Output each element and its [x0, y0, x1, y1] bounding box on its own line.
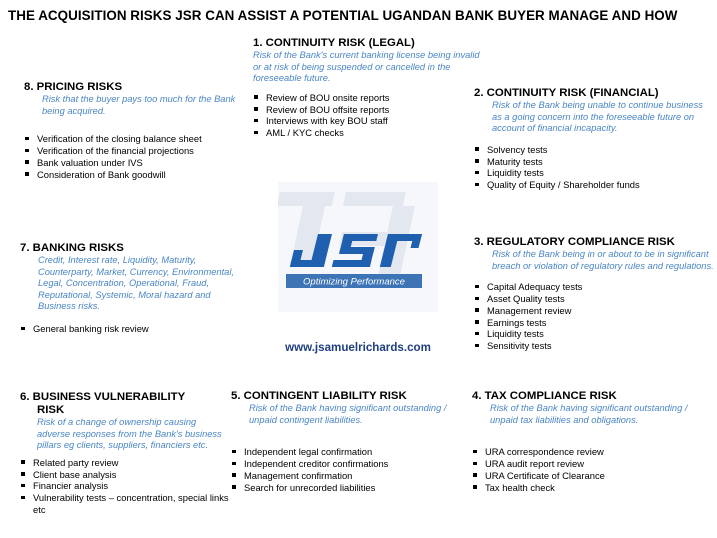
risk-heading: 4. TAX COMPLIANCE RISK: [472, 390, 617, 402]
list-item: URA correspondence review: [472, 446, 714, 458]
bullet-square-icon: [21, 472, 25, 476]
mitigation-list: [24, 133, 246, 180]
mitigation-list: [253, 92, 485, 139]
list-item: Liquidity tests: [474, 167, 714, 179]
list-item: Capital Adequacy tests: [474, 281, 714, 293]
list-item: Management confirmation: [231, 470, 469, 482]
bullet-square-icon: [232, 473, 236, 477]
risk-description: Risk of the Bank being unable to continue business as a going concern into the foreseeable future on account of financial incapacity.: [492, 100, 703, 134]
bullet-square-icon: [475, 297, 479, 301]
risk-continuity-financial: [474, 87, 714, 191]
bullet-square-icon: [475, 332, 479, 336]
list-item: Review of BOU offsite reports: [253, 104, 485, 116]
bullet-square-icon: [254, 95, 258, 99]
bullet-square-icon: [254, 107, 258, 111]
list-item: Tax health check: [472, 482, 714, 494]
risk-heading: 6. BUSINESS VULNERABILITY: [20, 391, 186, 403]
risk-heading: 5. CONTINGENT LIABILITY RISK: [231, 390, 407, 402]
bullet-square-icon: [475, 183, 479, 187]
bullet-square-icon: [25, 160, 29, 164]
bullet-square-icon: [254, 131, 258, 135]
list-item: URA audit report review: [472, 458, 714, 470]
list-item: Verification of the financial projections: [24, 145, 246, 157]
bullet-square-icon: [21, 460, 25, 464]
mitigation-list: [474, 281, 714, 352]
logo-tagline: Optimizing Performance: [303, 276, 405, 288]
risk-description: Risk of the Bank being in or about to be in significant breach or violation of regulatory rules and regulations.: [492, 249, 714, 271]
bullet-square-icon: [232, 462, 236, 466]
risk-heading-continued: RISK: [37, 404, 65, 416]
jsr-logo-graphic: [278, 182, 438, 317]
risk-heading: 3. REGULATORY COMPLIANCE RISK: [474, 236, 675, 248]
list-item: Maturity tests: [474, 156, 714, 168]
list-item: URA Certificate of Clearance: [472, 470, 714, 482]
list-item: Search for unrecorded liabilities: [231, 482, 469, 494]
list-item: Consideration of Bank goodwill: [24, 169, 246, 181]
risk-description: Credit, Interest rate, Liquidity, Maturity, Counterparty, Market, Currency, Environmental, Legal, Concentration, Operational, Fraud, Reputational, Systemic, Moral hazard and Business risks.: [38, 255, 234, 312]
risk-heading: 8. PRICING RISKS: [24, 81, 123, 93]
list-item: Vulnerability tests – concentration, special links etc: [20, 492, 230, 516]
bullet-square-icon: [475, 171, 479, 175]
list-item: Review of BOU onsite reports: [253, 92, 485, 104]
bullet-square-icon: [475, 320, 479, 324]
bullet-square-icon: [475, 285, 479, 289]
list-item: Related party review: [20, 457, 230, 469]
risk-description: Risk of the Bank having significant outstanding / unpaid contingent liabilities.: [249, 403, 447, 425]
bullet-square-icon: [25, 137, 29, 141]
bullet-square-icon: [21, 484, 25, 488]
bullet-square-icon: [475, 159, 479, 163]
list-item: AML / KYC checks: [253, 127, 485, 139]
risk-tax-compliance: [472, 390, 714, 493]
risk-description: Risk of the Bank's current banking license being invalid or at risk of being suspended or cancelled in the foreseeable future.: [253, 50, 480, 84]
list-item: Independent legal confirmation: [231, 446, 469, 458]
bullet-square-icon: [475, 147, 479, 151]
list-item: Solvency tests: [474, 144, 714, 156]
list-item: Bank valuation under IVS: [24, 157, 246, 169]
bullet-square-icon: [232, 450, 236, 454]
risk-banking: [20, 242, 242, 335]
bullet-square-icon: [21, 327, 25, 331]
bullet-square-icon: [473, 462, 477, 466]
list-item: Liquidity tests: [474, 328, 714, 340]
mitigation-list: [231, 446, 469, 493]
list-item: Earnings tests: [474, 317, 714, 329]
risk-description: Risk that the buyer pays too much for the Bank being acquired.: [42, 94, 236, 116]
mitigation-list: [472, 446, 714, 493]
bullet-square-icon: [473, 473, 477, 477]
list-item: Verification of the closing balance sheet: [24, 133, 246, 145]
bullet-square-icon: [25, 172, 29, 176]
list-item: Independent creditor confirmations: [231, 458, 469, 470]
list-item: Management review: [474, 305, 714, 317]
bullet-square-icon: [254, 119, 258, 123]
bullet-square-icon: [25, 149, 29, 153]
risk-business-vulnerability: [20, 391, 230, 516]
page-title: THE ACQUISITION RISKS JSR CAN ASSIST A POTENTIAL UGANDAN BANK BUYER MANAGE AND HOW: [8, 8, 678, 23]
list-item: Client base analysis: [20, 469, 230, 481]
bullet-square-icon: [21, 496, 25, 500]
risk-description: Risk of a change of ownership causing adverse responses from the Bank's business pillars eg clients, suppliers, financiers etc.: [37, 417, 222, 451]
risk-pricing: [24, 81, 246, 180]
risk-continuity-legal: [253, 37, 485, 139]
mitigation-list: [474, 144, 714, 191]
jsr-logo: [278, 182, 438, 317]
list-item: Quality of Equity / Shareholder funds: [474, 179, 714, 191]
mitigation-list: [20, 457, 230, 516]
bullet-square-icon: [475, 344, 479, 348]
bullet-square-icon: [473, 450, 477, 454]
risk-heading: 7. BANKING RISKS: [20, 242, 124, 254]
list-item: Financier analysis: [20, 480, 230, 492]
list-item: Interviews with key BOU staff: [253, 115, 485, 127]
risk-contingent-liability: [231, 390, 469, 493]
risk-heading: 2. CONTINUITY RISK (FINANCIAL): [474, 87, 659, 99]
bullet-square-icon: [232, 485, 236, 489]
bullet-square-icon: [475, 308, 479, 312]
list-item: General banking risk review: [20, 323, 242, 335]
list-item: Sensitivity tests: [474, 340, 714, 352]
list-item: Asset Quality tests: [474, 293, 714, 305]
website-url[interactable]: www.jsamuelrichards.com: [285, 341, 431, 354]
risk-heading: 1. CONTINUITY RISK (LEGAL): [253, 37, 415, 49]
risk-regulatory-compliance: [474, 236, 714, 352]
bullet-square-icon: [473, 485, 477, 489]
mitigation-list: [20, 323, 242, 335]
risk-description: Risk of the Bank having significant outstanding / unpaid tax liabilities and obligations.: [490, 403, 688, 425]
